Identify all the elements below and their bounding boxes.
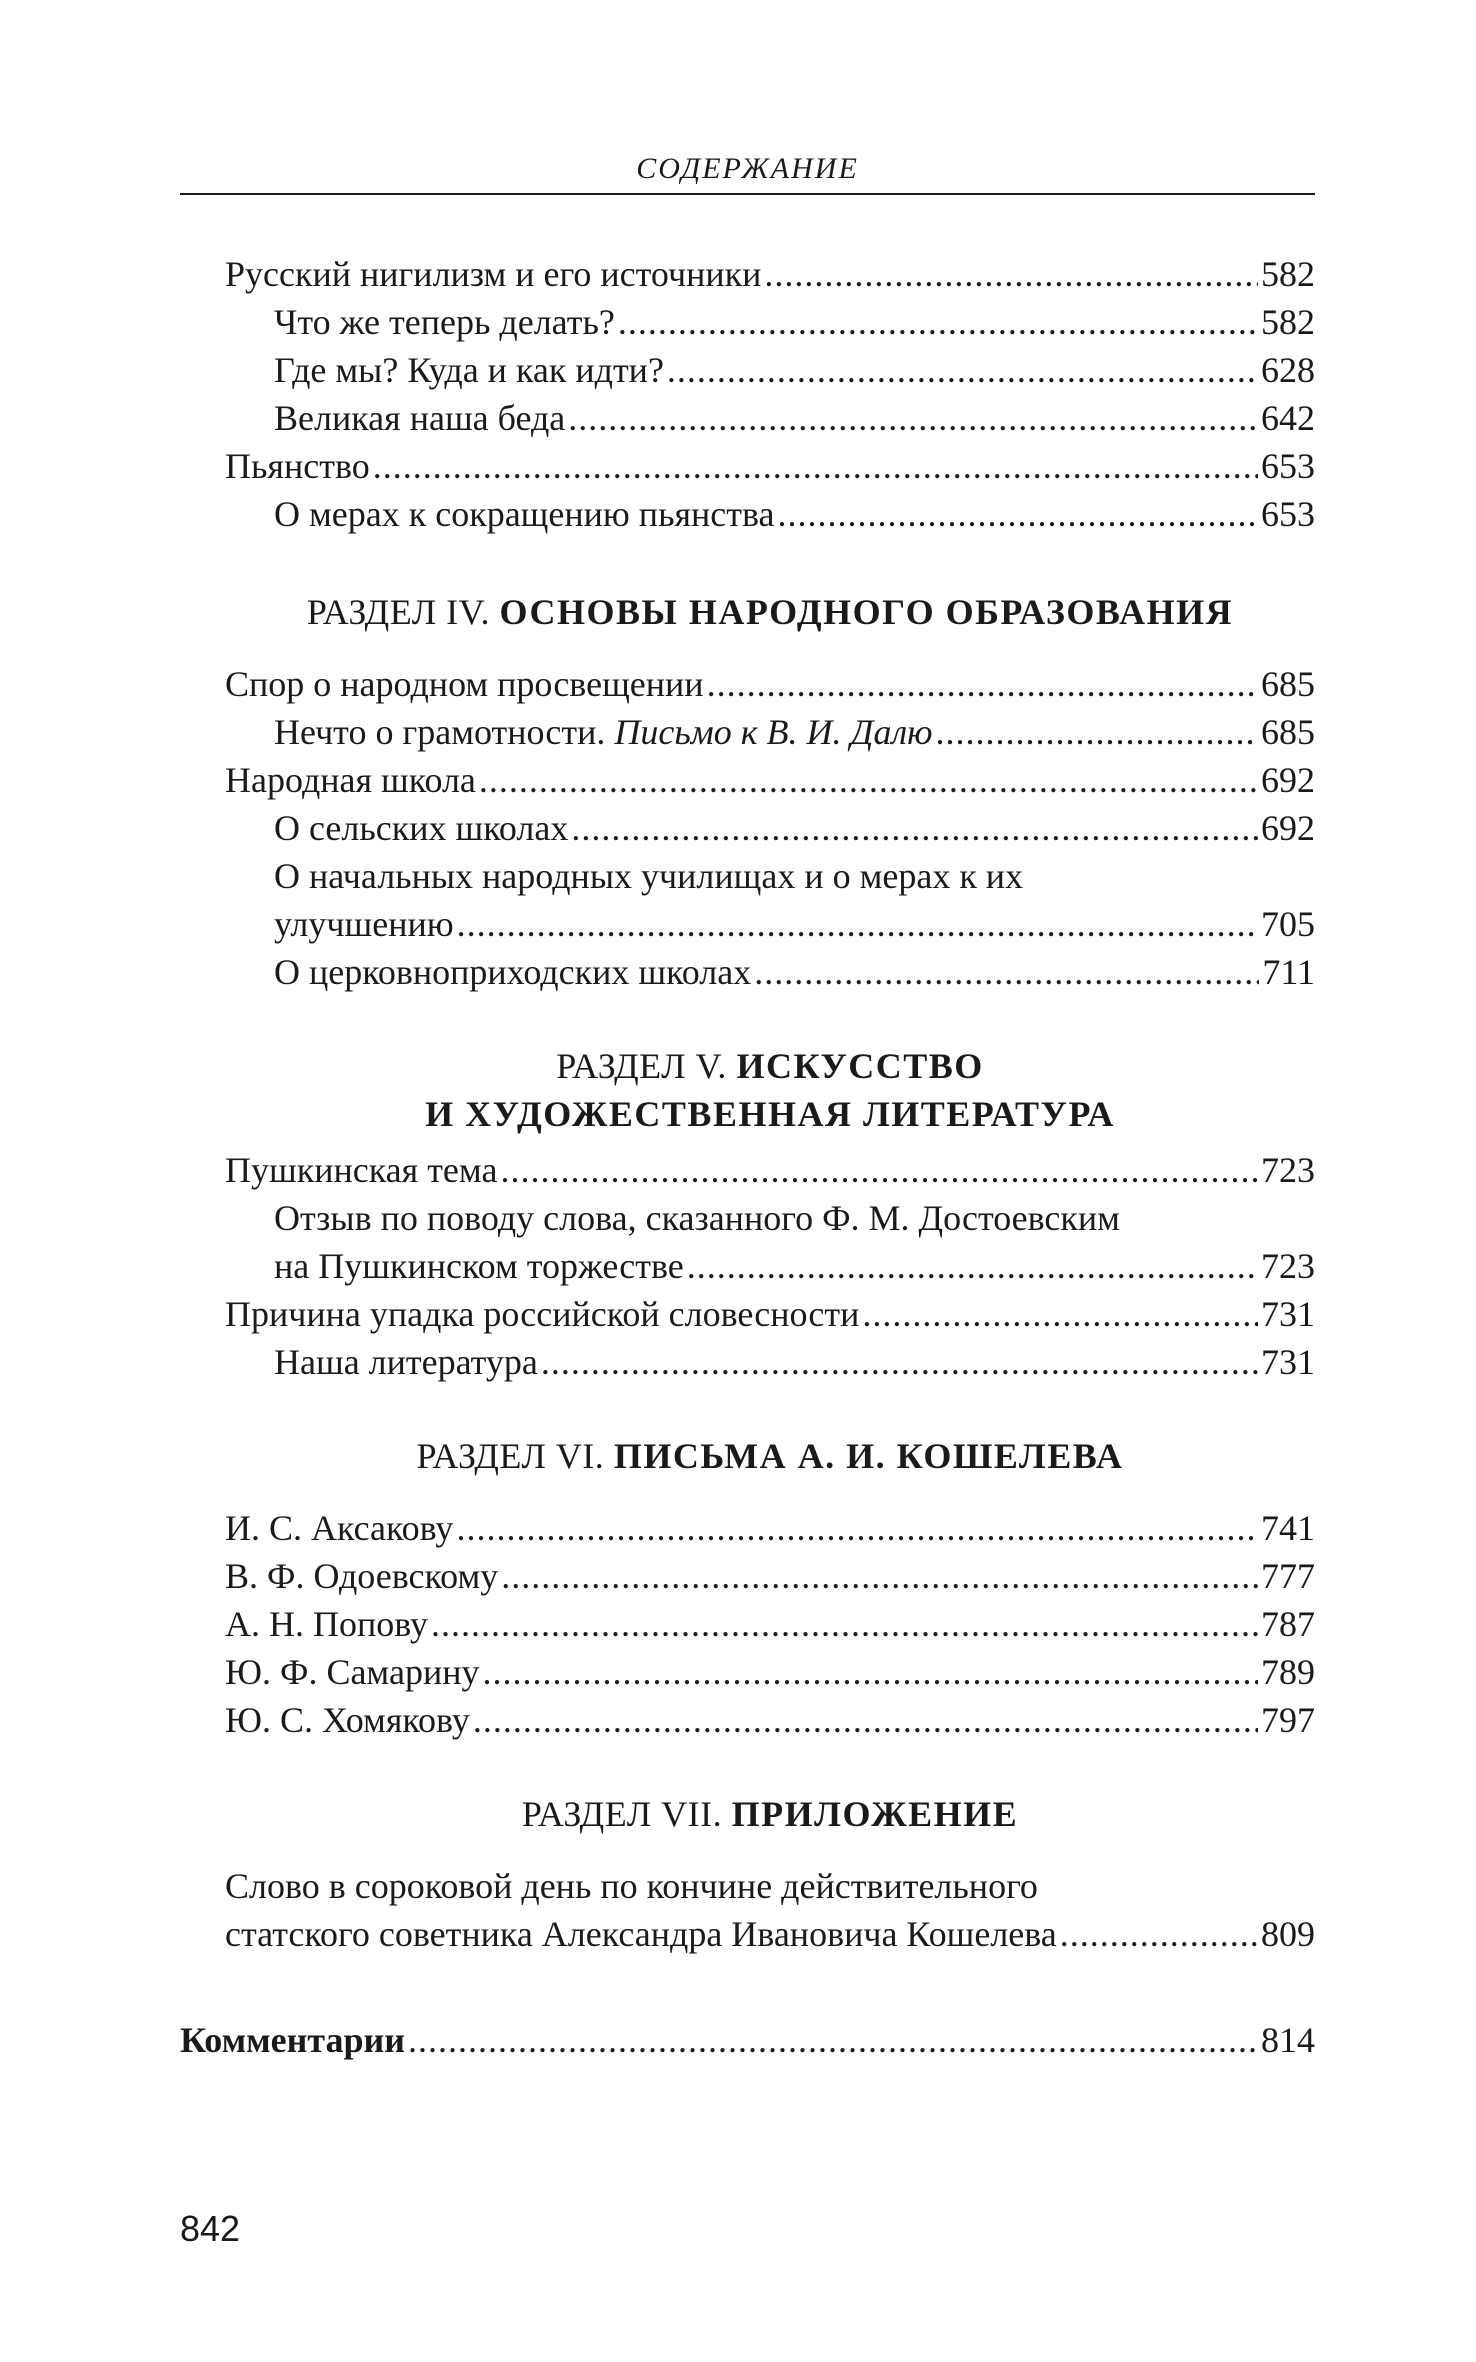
toc-entry[interactable] — [225, 346, 1315, 394]
entry-title: Ю. С. Хомякову — [225, 1700, 470, 1740]
dot-leader — [618, 298, 1258, 346]
entry-title-italic: Письмо к В. И. Далю — [614, 712, 933, 752]
section-title: ОСНОВЫ НАРОДНОГО ОБРАЗОВАНИЯ — [499, 592, 1234, 632]
section-title: ИСКУССТВО — [736, 1046, 984, 1086]
entry-page: 711 — [1262, 952, 1315, 992]
entry-page: 723 — [1261, 1150, 1315, 1190]
entry-title-line[interactable]: О начальных народных училищах и о мерах к их — [274, 856, 1024, 896]
dot-leader — [778, 490, 1258, 538]
dot-leader — [707, 660, 1258, 708]
entry-page: 692 — [1261, 760, 1315, 800]
section-prefix: РАЗДЕЛ IV. — [306, 592, 491, 632]
entry-page: 685 — [1261, 664, 1315, 704]
toc-entry[interactable] — [225, 1648, 1315, 1696]
toc-entry[interactable] — [225, 804, 1315, 852]
toc-entry[interactable] — [225, 1696, 1315, 1744]
toc-entry[interactable] — [225, 250, 1315, 298]
toc-entry[interactable] — [225, 1146, 1315, 1194]
toc-entry[interactable] — [225, 900, 1315, 948]
dot-leader — [473, 1696, 1258, 1744]
dot-leader — [457, 900, 1258, 948]
entry-title: О сельских школах — [274, 808, 569, 848]
section-title: ПИСЬМА А. И. КОШЕЛЕВА — [613, 1436, 1124, 1476]
entry-page: 787 — [1261, 1604, 1315, 1644]
dot-leader — [764, 250, 1258, 298]
entry-page: 653 — [1261, 446, 1315, 486]
toc-entry[interactable] — [225, 948, 1315, 996]
entry-page: 692 — [1261, 808, 1315, 848]
entry-page: 731 — [1261, 1342, 1315, 1382]
toc-entry-comments[interactable] — [180, 2016, 1315, 2064]
entry-page: 797 — [1261, 1700, 1315, 1740]
entry-title: О мерах к сокращению пьянства — [274, 494, 775, 534]
entry-title: И. С. Аксакову — [225, 1508, 454, 1548]
toc-entry[interactable] — [225, 1290, 1315, 1338]
entry-title: Ю. Ф. Самарину — [225, 1652, 480, 1692]
dot-leader — [687, 1242, 1258, 1290]
section-prefix: РАЗДЕЛ VI. — [416, 1436, 605, 1476]
dot-leader — [479, 756, 1258, 804]
entry-page: 582 — [1261, 254, 1315, 294]
page-number: 842 — [180, 2208, 241, 2249]
table-of-contents — [180, 250, 1315, 2064]
entry-title-text: Нечто о грамотности. — [274, 712, 606, 752]
dot-leader — [408, 2016, 1258, 2064]
dot-leader — [571, 804, 1258, 852]
entry-title: Пьянство — [225, 446, 370, 486]
entry-title: Где мы? Куда и как идти? — [274, 350, 664, 390]
toc-entry[interactable] — [225, 442, 1315, 490]
dot-leader — [667, 346, 1258, 394]
dot-leader — [1060, 1910, 1258, 1958]
entry-title: А. Н. Попову — [225, 1604, 429, 1644]
toc-entry[interactable] — [225, 1910, 1315, 1958]
section-heading-4 — [225, 588, 1315, 636]
dot-leader — [482, 1648, 1258, 1696]
dot-leader — [568, 394, 1258, 442]
section-prefix: РАЗДЕЛ VII. — [521, 1794, 723, 1834]
entry-title: Русский нигилизм и его источники — [225, 254, 762, 294]
dot-leader — [862, 1290, 1258, 1338]
toc-entry[interactable] — [225, 298, 1315, 346]
entry-title: улучшению — [274, 904, 454, 944]
section-heading-6 — [225, 1432, 1315, 1480]
entry-page: 582 — [1261, 302, 1315, 342]
entry-title: Наша литература — [274, 1342, 538, 1382]
section-heading-7 — [225, 1790, 1315, 1838]
toc-entry[interactable] — [225, 660, 1315, 708]
toc-entry[interactable] — [225, 1552, 1315, 1600]
entry-title — [274, 708, 933, 756]
toc-entry[interactable] — [225, 756, 1315, 804]
toc-entry[interactable] — [225, 490, 1315, 538]
toc-entry[interactable] — [225, 394, 1315, 442]
entry-page: 628 — [1261, 350, 1315, 390]
entry-title: О церковноприходских школах — [274, 952, 752, 992]
entry-page: 777 — [1261, 1556, 1315, 1596]
dot-leader — [456, 1504, 1258, 1552]
section-title: ПРИЛОЖЕНИЕ — [731, 1794, 1019, 1834]
toc-entry[interactable] — [225, 1504, 1315, 1552]
entry-page: 642 — [1261, 398, 1315, 438]
dot-leader — [754, 948, 1259, 996]
entry-page: 814 — [1261, 2020, 1315, 2060]
entry-title: Спор о народном просвещении — [225, 664, 704, 704]
dot-leader — [936, 708, 1258, 756]
section-title-continued: И ХУДОЖЕСТВЕННАЯ ЛИТЕРАТУРА — [425, 1094, 1115, 1134]
toc-entry[interactable] — [225, 708, 1315, 756]
dot-leader — [431, 1600, 1258, 1648]
entry-title: Что же теперь делать? — [274, 302, 615, 342]
dot-leader — [541, 1338, 1258, 1386]
entry-page: 809 — [1261, 1914, 1315, 1954]
toc-entry[interactable] — [225, 1338, 1315, 1386]
entry-page: 723 — [1261, 1246, 1315, 1286]
dot-leader — [500, 1146, 1258, 1194]
entry-page: 731 — [1261, 1294, 1315, 1334]
entry-title-line[interactable]: Слово в сороковой день по кончине действительного — [225, 1866, 1038, 1906]
entry-title: Причина упадка российской словесности — [225, 1294, 860, 1334]
entry-title: Народная школа — [225, 760, 476, 800]
section-prefix: РАЗДЕЛ V. — [556, 1046, 727, 1086]
entry-title: Великая наша беда — [274, 398, 566, 438]
toc-entry[interactable] — [225, 1242, 1315, 1290]
entry-title: Комментарии — [180, 2020, 406, 2060]
entry-page: 789 — [1261, 1652, 1315, 1692]
entry-title: статского советника Александра Ивановича Кошелева — [225, 1914, 1057, 1954]
section-heading-5 — [225, 1042, 1315, 1138]
dot-leader — [501, 1552, 1258, 1600]
entry-page: 685 — [1261, 712, 1315, 752]
running-head: СОДЕРЖАНИЕ — [636, 152, 859, 185]
entry-page: 741 — [1261, 1508, 1315, 1548]
entry-title: Пушкинская тема — [225, 1150, 498, 1190]
entry-title: В. Ф. Одоевскому — [225, 1556, 499, 1596]
dot-leader — [373, 442, 1258, 490]
entry-page: 705 — [1261, 904, 1315, 944]
header-rule — [180, 193, 1315, 195]
entry-title: на Пушкинском торжестве — [274, 1246, 684, 1286]
entry-page: 653 — [1261, 494, 1315, 534]
toc-entry[interactable] — [225, 1600, 1315, 1648]
entry-title-line[interactable]: Отзыв по поводу слова, сказанного Ф. М. Достоевским — [274, 1198, 1120, 1238]
